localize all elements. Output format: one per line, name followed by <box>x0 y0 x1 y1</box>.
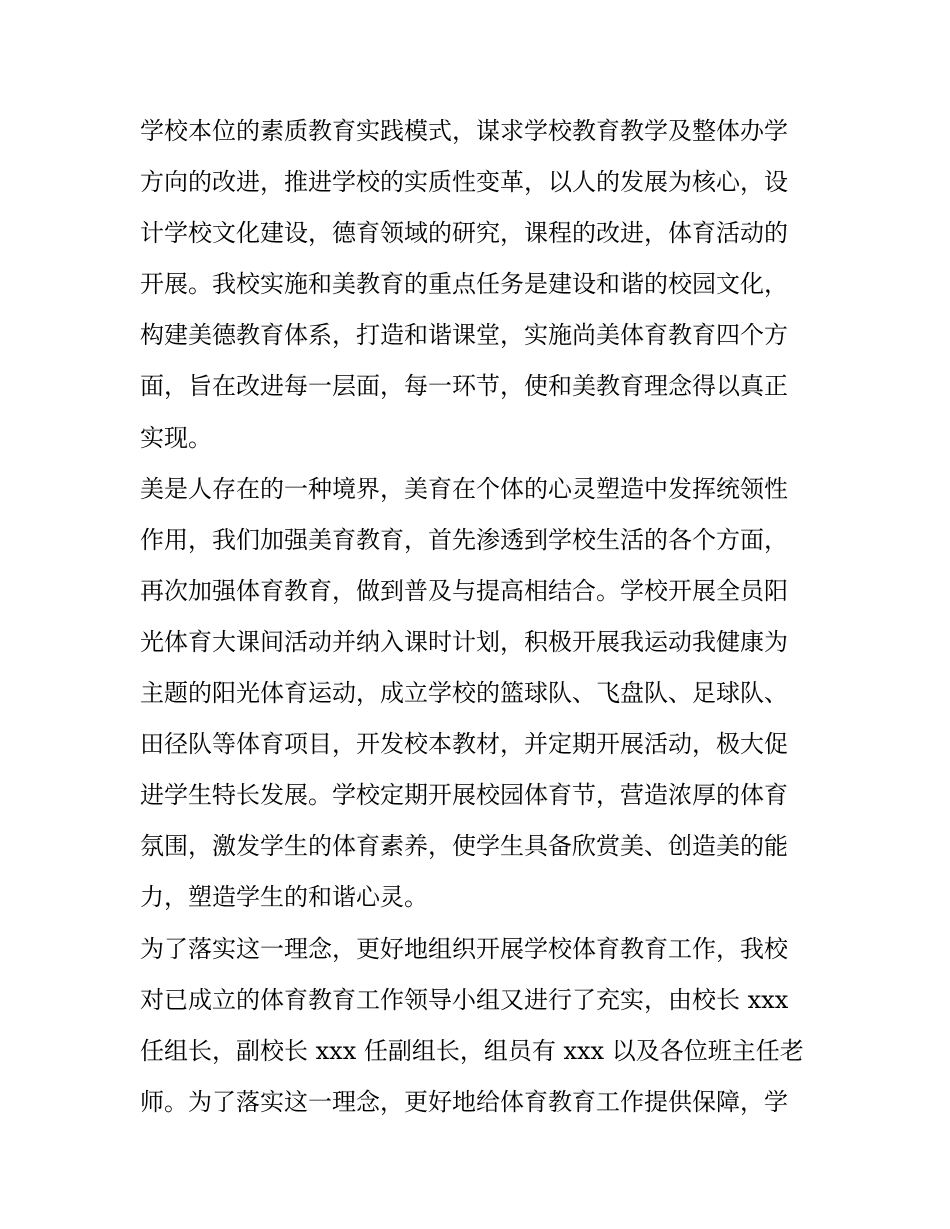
text-line: 田径队等体育项目，开发校本教材，并定期开展活动，极大促 <box>140 730 788 759</box>
text-line: 实现。 <box>140 423 212 452</box>
text-line: 主题的阳光体育运动，成立学校的篮球队、飞盘队、足球队、 <box>140 679 788 708</box>
paragraph-2 <box>140 464 820 924</box>
text-line: 光体育大课间活动并纳入课时计划，积极开展我运动我健康为 <box>140 627 788 656</box>
text-line: 美是人存在的一种境界，美育在个体的心灵塑造中发挥统领性 <box>140 474 788 503</box>
text-line: 构建美德教育体系，打造和谐课堂，实施尚美体育教育四个方 <box>140 321 788 350</box>
text-line: 作用，我们加强美育教育，首先渗透到学校生活的各个方面， <box>140 525 788 554</box>
text-line: 开展。我校实施和美教育的重点任务是建设和谐的校园文化， <box>140 270 788 299</box>
text-line: 对已成立的体育教育工作领导小组又进行了充实，由校长 xxx <box>140 985 789 1014</box>
text-line: 计学校文化建设，德育领域的研究，课程的改进，体育活动的 <box>140 219 788 248</box>
document-body <box>140 106 820 1128</box>
text-line: 为了落实这一理念，更好地组织开展学校体育教育工作，我校 <box>140 934 788 963</box>
text-line: 学校本位的素质教育实践模式，谋求学校教育教学及整体办学 <box>140 117 788 145</box>
text-line: 师。为了落实这一理念，更好地给体育教育工作提供保障，学 <box>140 1087 788 1116</box>
text-line: 再次加强体育教育，做到普及与提高相结合。学校开展全员阳 <box>140 576 788 605</box>
paragraph-1 <box>140 106 820 464</box>
text-line: 氛围，激发学生的体育素养，使学生具备欣赏美、创造美的能 <box>140 832 788 861</box>
text-line: 面，旨在改进每一层面，每一环节，使和美教育理念得以真正 <box>140 372 788 401</box>
text-line: 任组长，副校长 xxx 任副组长，组员有 xxx 以及各位班主任老 <box>140 1036 804 1065</box>
text-line: 力，塑造学生的和谐心灵。 <box>140 883 428 912</box>
paragraph-3 <box>140 924 820 1128</box>
text-line: 方向的改进，推进学校的实质性变革，以人的发展为核心，设 <box>140 168 788 197</box>
text-line: 进学生特长发展。学校定期开展校园体育节，营造浓厚的体育 <box>140 781 788 810</box>
